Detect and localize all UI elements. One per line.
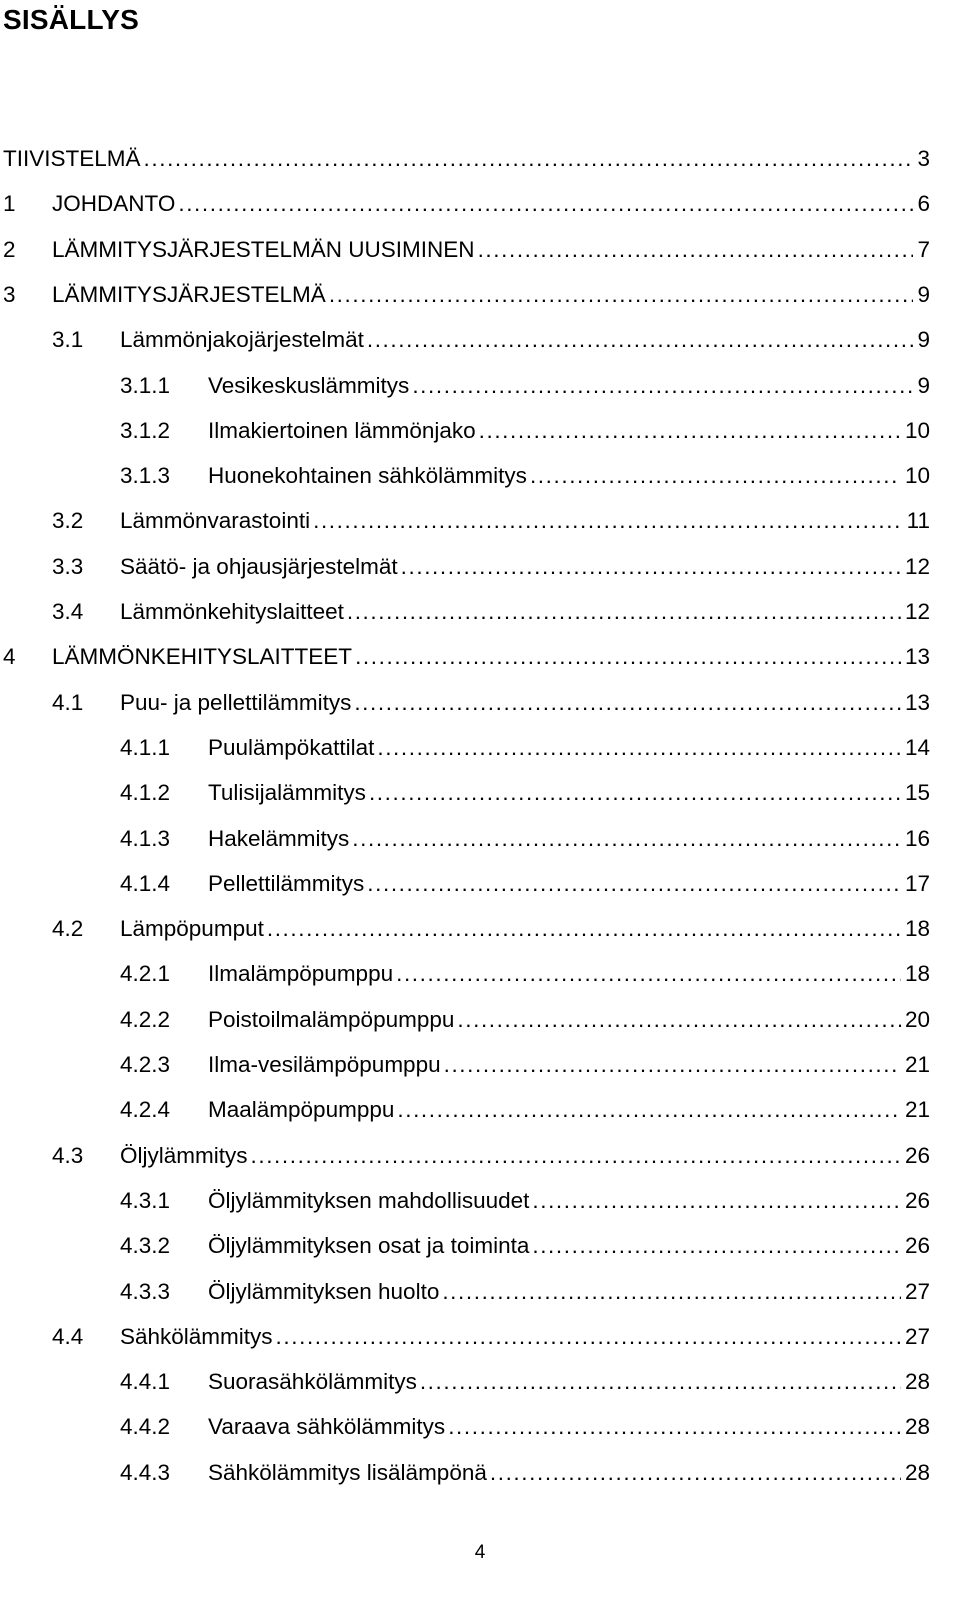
toc-entry-page: 26: [904, 1188, 930, 1213]
toc-entry-number: 4.1.3: [120, 826, 171, 851]
toc-entry-label: Varaava sähkölämmitys: [208, 1414, 446, 1439]
toc-entry[interactable]: [0, 506, 960, 536]
toc-entry-line: [208, 1277, 930, 1307]
toc-entry-number: 4.1: [52, 690, 84, 715]
dot-leader: [141, 144, 914, 174]
toc-entry-page: 17: [904, 871, 930, 896]
toc-entry-line: [208, 416, 930, 446]
toc-entry-label: Pellettilämmitys: [208, 871, 365, 896]
dot-leader: [398, 552, 901, 582]
toc-entry-number: 3.1.2: [120, 418, 171, 443]
dot-leader: [454, 1005, 901, 1035]
toc-entry[interactable]: [0, 1277, 960, 1307]
toc-entry-label: LÄMMÖNKEHITYSLAITTEET: [52, 644, 353, 669]
toc-entry-page: 9: [917, 327, 930, 352]
dot-leader: [439, 1277, 901, 1307]
toc-entry-page: 9: [917, 373, 930, 398]
toc-entry-label: Lämmönkehityslaitteet: [120, 599, 344, 624]
dot-leader: [364, 869, 901, 899]
toc-entry[interactable]: [0, 1367, 960, 1397]
toc-entry-label: Ilmakiertoinen lämmönjako: [208, 418, 476, 443]
toc-entry-line: [208, 778, 930, 808]
toc-entry-label: Ilma-vesilämpöpumppu: [208, 1052, 441, 1077]
toc-entry-number: 4.1.2: [120, 780, 171, 805]
dot-leader: [326, 280, 914, 310]
toc-entry-line: [120, 688, 930, 718]
toc-entry[interactable]: [0, 325, 960, 355]
toc-entry-line: [52, 189, 930, 219]
toc-entry-label: Huonekohtainen sähkölämmitys: [208, 463, 527, 488]
toc-entry-line: [120, 325, 930, 355]
dot-leader: [175, 189, 913, 219]
toc-entry-number: 1: [3, 191, 16, 216]
toc-entry-label: Sähkölämmitys lisälämpönä: [208, 1460, 487, 1485]
dot-leader: [394, 1095, 901, 1125]
toc-entry[interactable]: [0, 1050, 960, 1080]
toc-entry-line: [208, 869, 930, 899]
toc-entry-label: Säätö- ja ohjausjärjestelmät: [120, 554, 398, 579]
toc-entry[interactable]: [0, 1005, 960, 1035]
toc-entry[interactable]: [0, 824, 960, 854]
dot-leader: [476, 416, 901, 446]
toc-entry-line: [208, 1095, 930, 1125]
toc-entry-line: [208, 824, 930, 854]
toc-entry-number: 3: [3, 282, 16, 307]
toc-entry-page: 27: [904, 1279, 930, 1304]
toc-entry-label: Maalämpöpumppu: [208, 1097, 395, 1122]
toc-entry-line: [120, 1322, 930, 1352]
toc-entry-page: 9: [917, 282, 930, 307]
toc-entry-number: 3.4: [52, 599, 84, 624]
toc-entry-line: [120, 552, 930, 582]
dot-leader: [248, 1141, 901, 1171]
toc-entry-page: 13: [904, 690, 930, 715]
toc-entry[interactable]: [0, 869, 960, 899]
toc-entry-number: 3.1.3: [120, 463, 171, 488]
toc-entry-line: [208, 1186, 930, 1216]
dot-leader: [393, 959, 901, 989]
toc-entry[interactable]: [0, 235, 960, 265]
toc-entry-number: 4: [3, 644, 16, 669]
toc-entry-page: 15: [904, 780, 930, 805]
toc-entry-label: Vesikeskuslämmitys: [208, 373, 410, 398]
toc-entry[interactable]: [0, 1322, 960, 1352]
toc-entry-label: Puu- ja pellettilämmitys: [120, 690, 352, 715]
toc-entry-page: 27: [904, 1324, 930, 1349]
toc-entry-line: [120, 914, 930, 944]
dot-leader: [366, 778, 901, 808]
toc-entry-line: [208, 1050, 930, 1080]
toc-entry-page: 21: [904, 1097, 930, 1122]
toc-entry-number: 4.1.1: [120, 735, 171, 760]
toc-entry-line: [3, 144, 930, 174]
dot-leader: [273, 1322, 901, 1352]
toc-entry-label: Öljylämmityksen huolto: [208, 1279, 440, 1304]
toc-entry[interactable]: [0, 280, 960, 310]
toc-entry-page: 6: [917, 191, 930, 216]
toc-entry-number: 4.2.4: [120, 1097, 171, 1122]
dot-leader: [310, 506, 903, 536]
toc-entry-line: [208, 1005, 930, 1035]
toc-entry[interactable]: [0, 371, 960, 401]
toc-entry-line: [120, 1141, 930, 1171]
toc-entry-page: 28: [904, 1460, 930, 1485]
toc-entry-label: LÄMMITYSJÄRJESTELMÄN UUSIMINEN: [52, 237, 475, 262]
dot-leader: [349, 824, 901, 854]
toc-entry[interactable]: [0, 1412, 960, 1442]
toc-entry-line: [208, 733, 930, 763]
toc-entry-number: 4.2: [52, 916, 84, 941]
toc-entry-number: 4.3.2: [120, 1233, 171, 1258]
toc-entry-line: [208, 1367, 930, 1397]
toc-entry-number: 4.4: [52, 1324, 84, 1349]
dot-leader: [264, 914, 901, 944]
toc-entry[interactable]: [0, 1231, 960, 1261]
toc-entry[interactable]: [0, 778, 960, 808]
toc-entry-number: 3.2: [52, 508, 84, 533]
toc-entry-page: 10: [904, 463, 930, 488]
toc-entry[interactable]: [0, 597, 960, 627]
toc-entry-line: [120, 597, 930, 627]
toc-entry-number: 3.1: [52, 327, 84, 352]
toc-entry-line: [208, 959, 930, 989]
toc-entry-page: 26: [904, 1143, 930, 1168]
toc-entry-label: Poistoilmalämpöpumppu: [208, 1007, 455, 1032]
toc-entry-label: Tulisijalämmitys: [208, 780, 366, 805]
dot-leader: [529, 1186, 901, 1216]
toc-entry-page: 14: [904, 735, 930, 760]
toc-entry-label: Puulämpökattilat: [208, 735, 375, 760]
toc-entry-page: 20: [904, 1007, 930, 1032]
toc-entry-number: 4.4.2: [120, 1414, 171, 1439]
toc-entry[interactable]: [0, 959, 960, 989]
toc-entry-number: 4.3.3: [120, 1279, 171, 1304]
toc-entry[interactable]: [0, 733, 960, 763]
dot-leader: [409, 371, 913, 401]
page-title: SISÄLLYS: [3, 4, 139, 35]
toc-entry[interactable]: [0, 914, 960, 944]
toc-entry-label: Ilmalämpöpumppu: [208, 961, 394, 986]
toc-entry[interactable]: [0, 688, 960, 718]
toc-entry[interactable]: [0, 189, 960, 219]
toc-entry-label: Öljylämmitys: [120, 1143, 248, 1168]
toc-entry-page: 3: [917, 146, 930, 171]
toc-entry-label: LÄMMITYSJÄRJESTELMÄ: [52, 282, 326, 307]
toc-entry[interactable]: [0, 1186, 960, 1216]
toc-entry-line: [52, 280, 930, 310]
toc-entry-page: 16: [904, 826, 930, 851]
toc-entry-page: 12: [904, 599, 930, 624]
toc-entry[interactable]: [0, 1095, 960, 1125]
page-number: 4: [474, 1542, 486, 1563]
toc-entry-label: Sähkölämmitys: [120, 1324, 273, 1349]
dot-leader: [374, 733, 901, 763]
toc-entry-number: 4.3: [52, 1143, 84, 1168]
toc-entry-page: 12: [904, 554, 930, 579]
toc-entry-number: 4.2.2: [120, 1007, 171, 1032]
toc-entry-number: 4.2.3: [120, 1052, 171, 1077]
toc-entry-page: 21: [904, 1052, 930, 1077]
toc-entry-line: [208, 1458, 930, 1488]
toc-entry-label: TIIVISTELMÄ: [3, 146, 141, 171]
toc-entry[interactable]: [0, 1141, 960, 1171]
toc-entry[interactable]: [0, 642, 960, 672]
toc-entry-page: 10: [904, 418, 930, 443]
toc-entry[interactable]: [0, 461, 960, 491]
dot-leader: [417, 1367, 901, 1397]
toc-entry-line: [208, 371, 930, 401]
toc-entry-number: 3.1.1: [120, 373, 171, 398]
toc-entry-label: Suorasähkölämmitys: [208, 1369, 417, 1394]
toc-entry-number: 3.3: [52, 554, 84, 579]
toc-entry-label: JOHDANTO: [52, 191, 176, 216]
toc-entry-label: Lämmönvarastointi: [120, 508, 311, 533]
toc-entry-label: Lämmönjakojärjestelmät: [120, 327, 364, 352]
toc-entry-number: 4.4.3: [120, 1460, 171, 1485]
dot-leader: [344, 597, 901, 627]
toc-entry-number: 4.3.1: [120, 1188, 171, 1213]
toc-entry-page: 7: [917, 237, 930, 262]
toc-entry-label: Hakelämmitys: [208, 826, 350, 851]
toc-entry-line: [208, 461, 930, 491]
toc-entry-page: 18: [904, 961, 930, 986]
toc-entry-line: [120, 506, 930, 536]
toc-entry-number: 4.2.1: [120, 961, 171, 986]
toc-entry-number: 4.1.4: [120, 871, 171, 896]
toc-entry-label: Öljylämmityksen mahdollisuudet: [208, 1188, 530, 1213]
toc-entry-number: 4.4.1: [120, 1369, 171, 1394]
dot-leader: [441, 1050, 901, 1080]
toc-entry[interactable]: [0, 552, 960, 582]
toc-entry-page: 26: [904, 1233, 930, 1258]
toc-entry-page: 28: [904, 1369, 930, 1394]
dot-leader: [487, 1458, 901, 1488]
toc-entry-page: 18: [904, 916, 930, 941]
dot-leader: [475, 235, 914, 265]
toc-entry[interactable]: [0, 1458, 960, 1488]
dot-leader: [352, 642, 901, 672]
toc-entry-page: 28: [904, 1414, 930, 1439]
toc-entry-line: [52, 235, 930, 265]
toc-entry-line: [208, 1231, 930, 1261]
toc-entry-line: [208, 1412, 930, 1442]
dot-leader: [445, 1412, 901, 1442]
dot-leader: [351, 688, 901, 718]
toc-entry-page: 11: [906, 508, 930, 533]
toc-entry[interactable]: [0, 416, 960, 446]
toc-entry-label: Lämpöpumput: [120, 916, 264, 941]
toc-entry-number: 2: [3, 237, 16, 262]
toc-entry[interactable]: [0, 144, 960, 174]
dot-leader: [364, 325, 914, 355]
toc-entry-label: Öljylämmityksen osat ja toiminta: [208, 1233, 530, 1258]
toc-entry-line: [52, 642, 930, 672]
dot-leader: [529, 1231, 901, 1261]
toc-entry-page: 13: [904, 644, 930, 669]
dot-leader: [527, 461, 901, 491]
